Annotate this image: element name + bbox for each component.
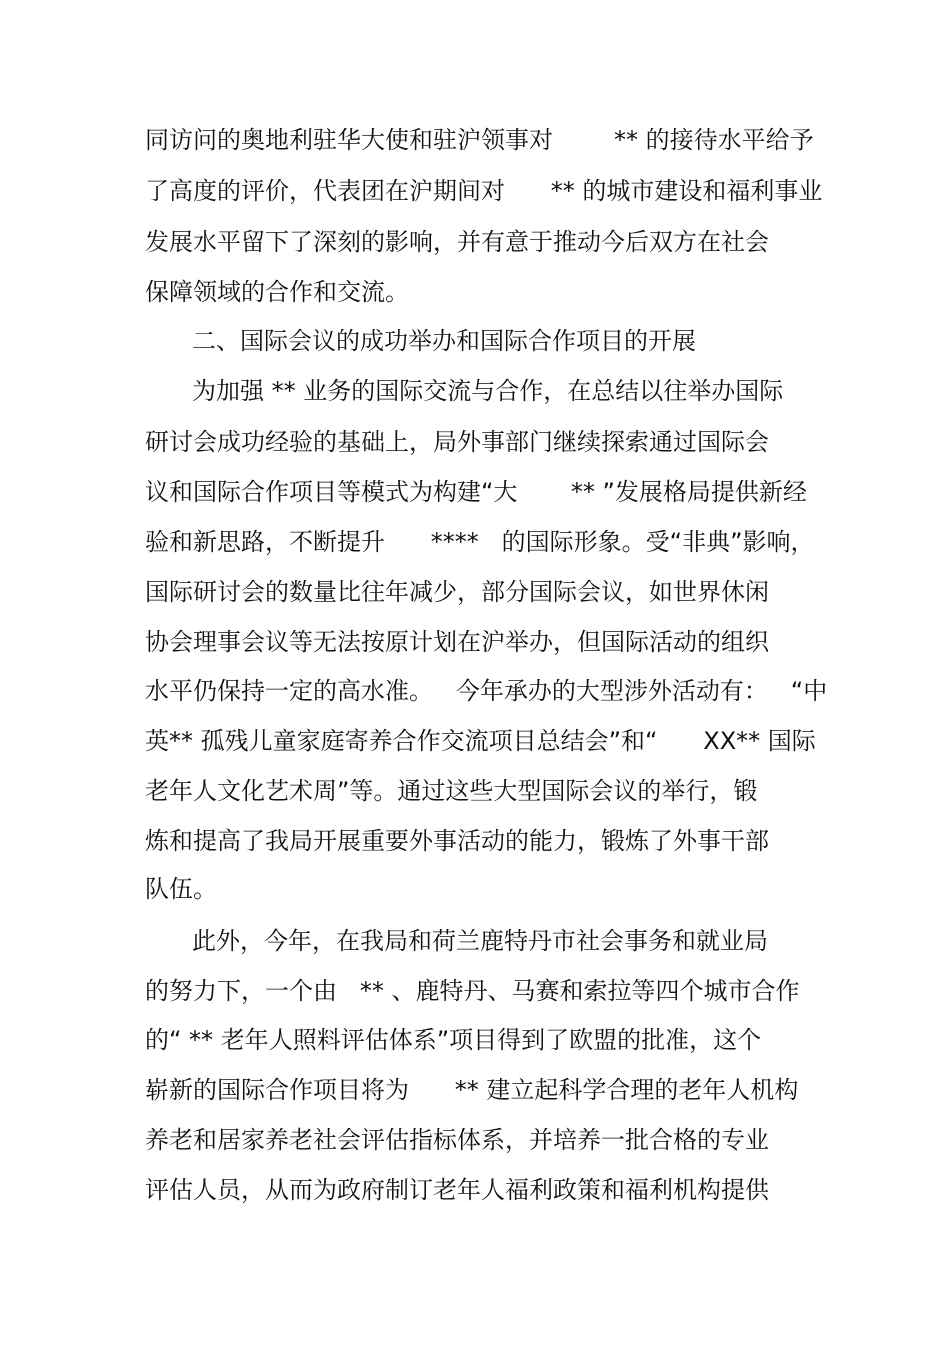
text-line: 英** 孤残儿童家庭寄养合作交流项目总结会”和“ XX** 国际 [145, 727, 816, 755]
text-line: 同访问的奥地利驻华大使和驻沪领事对 ** 的接待水平给予 [145, 126, 814, 154]
text-line: 此外，今年，在我局和荷兰鹿特丹市社会事务和就业局 [192, 927, 768, 955]
text-line: 国际研讨会的数量比往年减少，部分国际会议，如世界休闲 [145, 578, 769, 606]
text-line: 了高度的评价，代表团在沪期间对 ** 的城市建设和福利事业 [145, 177, 823, 205]
text-line: 崭新的国际合作项目将为 ** 建立起科学合理的老年人机构 [145, 1076, 799, 1104]
text-line: 研讨会成功经验的基础上，局外事部门继续探索通过国际会 [145, 428, 769, 456]
text-line: 队伍。 [145, 875, 217, 903]
text-line: 为加强 ** 业务的国际交流与合作，在总结以往举办国际 [192, 377, 784, 405]
text-line: 验和新思路，不断提升 **** 的国际形象。受“非典”影响， [145, 528, 815, 556]
section-heading: 二、国际会议的成功举办和国际合作项目的开展 [192, 327, 696, 355]
text-line: 炼和提高了我局开展重要外事活动的能力，锻炼了外事干部 [145, 827, 769, 855]
text-line: 发展水平留下了深刻的影响，并有意于推动今后双方在社会 [145, 228, 769, 256]
text-line: 老年人文化艺术周”等。通过这些大型国际会议的举行，锻 [145, 777, 758, 805]
text-line: 水平仍保持一定的高水准。 今年承办的大型涉外活动有： “中 [145, 677, 828, 705]
text-line: 养老和居家养老社会评估指标体系，并培养一批合格的专业 [145, 1126, 769, 1154]
text-line: 保障领域的合作和交流。 [145, 278, 409, 306]
text-line: 评估人员，从而为政府制订老年人福利政策和福利机构提供 [145, 1176, 769, 1204]
text-line: 议和国际合作项目等模式为构建“大 ** ”发展格局提供新经 [145, 478, 807, 506]
text-line: 的“ ** 老年人照料评估体系”项目得到了欧盟的批准，这个 [145, 1026, 762, 1054]
text-line: 协会理事会议等无法按原计划在沪举办，但国际活动的组织 [145, 628, 769, 656]
text-line: 的努力下，一个由 ** 、鹿特丹、马赛和索拉等四个城市合作 [145, 977, 800, 1005]
